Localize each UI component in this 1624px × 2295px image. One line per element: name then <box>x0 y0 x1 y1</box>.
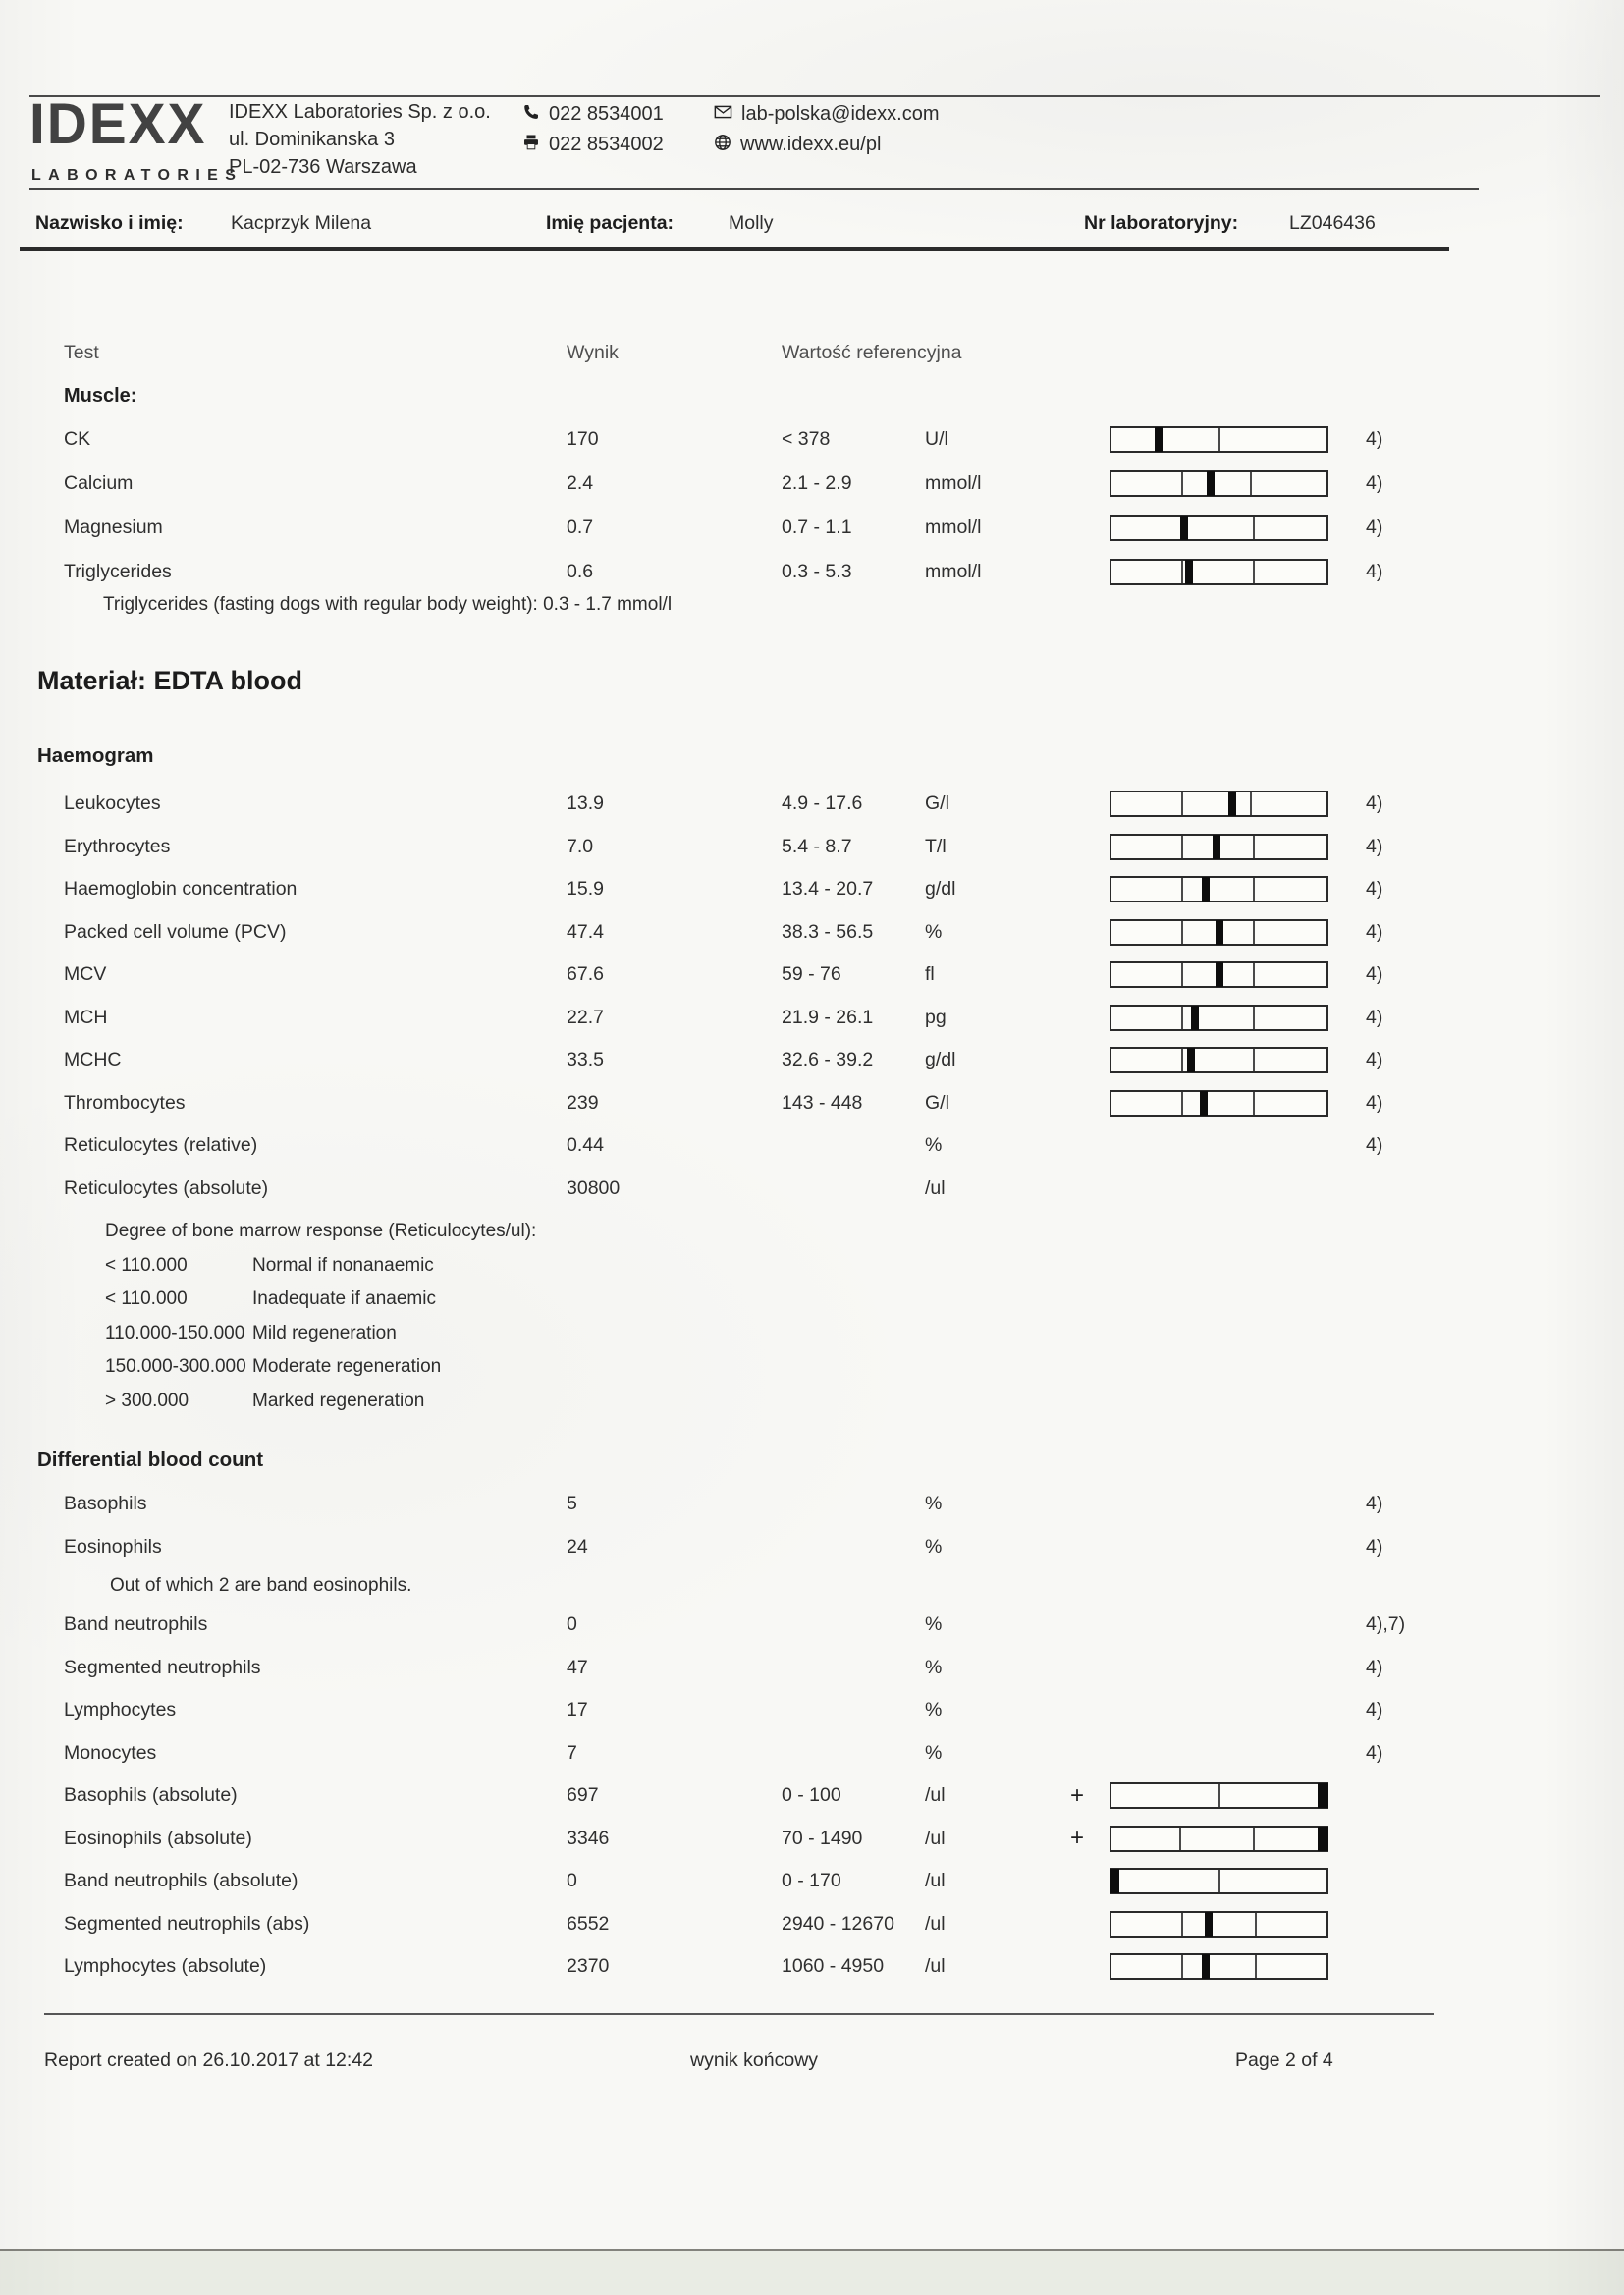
test-unit: % <box>925 1699 943 1721</box>
footnote-ref: 4) <box>1366 1493 1383 1515</box>
test-unit: % <box>925 1656 943 1678</box>
envelope-icon <box>714 103 741 127</box>
fax-number: 022 8534002 <box>549 134 664 155</box>
test-result: 170 <box>567 428 599 450</box>
footnote-ref: 4),7) <box>1366 1613 1406 1636</box>
table-row <box>0 1689 1624 1732</box>
test-range: 143 - 448 <box>782 1091 863 1114</box>
test-name: Segmented neutrophils <box>64 1656 261 1678</box>
table-row <box>0 954 1624 997</box>
footer-rule <box>44 2013 1434 2015</box>
range-bar <box>1110 426 1328 453</box>
company-city: PL-02-736 Warszawa <box>229 156 417 178</box>
table-row <box>0 1647 1624 1690</box>
range-bar-cell <box>1110 515 1328 541</box>
table-row <box>0 826 1624 869</box>
patient-bar-rule <box>20 247 1449 251</box>
table-row <box>0 1860 1624 1903</box>
test-range: 4.9 - 17.6 <box>782 792 863 815</box>
test-result: 6552 <box>567 1912 610 1935</box>
test-unit: G/l <box>925 1091 949 1114</box>
range-bar-cell <box>1110 791 1328 817</box>
header-top-rule <box>29 95 1600 97</box>
bone-marrow-lines <box>105 1249 536 1419</box>
range-bar-cell <box>1110 919 1328 946</box>
range-bar-cell <box>1110 834 1328 860</box>
bone-marrow-block <box>105 1215 536 1418</box>
range-bar <box>1110 470 1328 497</box>
test-result: 30800 <box>567 1176 621 1199</box>
test-name: Haemoglobin concentration <box>64 878 298 901</box>
test-unit: g/dl <box>925 1049 956 1071</box>
table-row <box>0 997 1624 1040</box>
test-name: Basophils <box>64 1493 147 1515</box>
test-result: 22.7 <box>567 1006 604 1028</box>
table-row <box>0 1124 1624 1168</box>
bone-marrow-label: Mild regeneration <box>252 1322 397 1343</box>
range-bar <box>1110 1005 1328 1031</box>
test-result: 0.6 <box>567 561 594 582</box>
range-bar-cell <box>1110 470 1328 497</box>
company-name: IDEXX Laboratories Sp. z o.o. <box>229 101 491 123</box>
test-unit: mmol/l <box>925 561 982 582</box>
test-unit: mmol/l <box>925 517 982 538</box>
test-unit: fl <box>925 963 935 986</box>
test-result: 47 <box>567 1656 588 1678</box>
bone-marrow-line <box>105 1317 536 1351</box>
test-range: 1060 - 4950 <box>782 1955 885 1978</box>
range-bar <box>1110 1782 1328 1809</box>
range-bar <box>1110 961 1328 988</box>
test-unit: g/dl <box>925 878 956 901</box>
test-range: 70 - 1490 <box>782 1827 863 1849</box>
range-bar-cell <box>1110 426 1328 453</box>
table-row <box>0 1082 1624 1125</box>
table-row <box>0 1732 1624 1776</box>
table-header-row <box>0 332 1624 375</box>
muscle-rows <box>0 417 1624 594</box>
report-created-text: Report created on 26.10.2017 at 12:42 <box>44 2049 374 2071</box>
table-row <box>0 1775 1624 1818</box>
test-name: MCHC <box>64 1049 122 1071</box>
bone-marrow-label: Inadequate if anaemic <box>252 1288 436 1309</box>
range-bar <box>1110 559 1328 585</box>
test-result: 2370 <box>567 1955 610 1978</box>
bone-marrow-range: < 110.000 <box>105 1288 188 1309</box>
table-row <box>0 868 1624 911</box>
test-unit: /ul <box>925 1870 946 1892</box>
footnote-ref: 4) <box>1366 1741 1383 1764</box>
test-unit: U/l <box>925 428 948 450</box>
lab-number-value: LZ046436 <box>1289 212 1376 234</box>
test-name: Band neutrophils (absolute) <box>64 1870 298 1892</box>
footnote-ref: 4) <box>1366 963 1383 986</box>
test-result: 697 <box>567 1784 599 1807</box>
range-bar <box>1110 1047 1328 1073</box>
company-street: ul. Dominikanska 3 <box>229 129 395 150</box>
differential-rows <box>0 1483 1624 1989</box>
range-bar <box>1110 1911 1328 1938</box>
range-bar-cell <box>1110 876 1328 902</box>
footnote-ref: 4) <box>1366 1006 1383 1028</box>
header-bottom-rule <box>29 188 1479 190</box>
test-range: 59 - 76 <box>782 963 841 986</box>
row-subnote: Out of which 2 are band eosinophils. <box>110 1575 412 1596</box>
table-row <box>0 1818 1624 1861</box>
idexx-logo-subtitle: LABORATORIES <box>31 167 244 184</box>
test-name: Packed cell volume (PCV) <box>64 920 287 943</box>
range-bar-cell <box>1110 559 1328 585</box>
range-bar-cell <box>1110 1911 1328 1938</box>
test-name: Eosinophils (absolute) <box>64 1827 252 1849</box>
table-row <box>0 911 1624 955</box>
test-unit: /ul <box>925 1827 946 1849</box>
footnote-ref: 4) <box>1366 1535 1383 1557</box>
email-address: lab-polska@idexx.com <box>741 103 940 125</box>
footnote-ref: 4) <box>1366 1699 1383 1721</box>
test-name: Thrombocytes <box>64 1091 186 1114</box>
test-unit: /ul <box>925 1784 946 1807</box>
test-name: MCH <box>64 1006 108 1028</box>
globe-icon <box>714 134 740 157</box>
test-result: 67.6 <box>567 963 604 986</box>
test-result: 33.5 <box>567 1049 604 1071</box>
test-name: Triglycerides <box>64 561 172 582</box>
test-name: Band neutrophils <box>64 1613 208 1636</box>
section-title-differential: Differential blood count <box>37 1448 264 1471</box>
triglycerides-footnote: Triglycerides (fasting dogs with regular body weight): 0.3 - 1.7 mmol/l <box>103 594 673 615</box>
column-header-result: Wynik <box>567 342 619 364</box>
test-name: Reticulocytes (absolute) <box>64 1176 269 1199</box>
bone-marrow-intro: Degree of bone marrow response (Reticulocytes/ul): <box>105 1221 537 1241</box>
range-bar-cell <box>1110 1090 1328 1117</box>
table-row <box>0 1526 1624 1569</box>
test-name: Calcium <box>64 472 134 494</box>
test-result: 2.4 <box>567 472 594 494</box>
material-heading: Materiał: EDTA blood <box>37 666 302 695</box>
footnote-ref: 4) <box>1366 428 1383 450</box>
test-range: < 378 <box>782 428 831 450</box>
pet-name-value: Molly <box>729 212 774 234</box>
bone-marrow-label: Normal if nonanaemic <box>252 1254 434 1276</box>
range-bar-cell <box>1110 1953 1328 1980</box>
table-row <box>0 1039 1624 1082</box>
test-range: 0.7 - 1.1 <box>782 517 852 538</box>
test-name: CK <box>64 428 91 450</box>
table-row <box>0 550 1624 594</box>
haemogram-rows <box>0 783 1624 1210</box>
test-unit: /ul <box>925 1955 946 1978</box>
range-bar <box>1110 919 1328 946</box>
column-header-test: Test <box>64 342 99 364</box>
page-number: Page 2 of 4 <box>1235 2049 1333 2071</box>
bone-marrow-line <box>105 1350 536 1385</box>
lab-address-block <box>229 98 491 181</box>
test-result: 15.9 <box>567 878 604 901</box>
table-row <box>0 1483 1624 1526</box>
table-row <box>0 1903 1624 1946</box>
range-bar-cell <box>1110 1826 1328 1852</box>
footnote-ref: 4) <box>1366 920 1383 943</box>
test-unit: % <box>925 1535 943 1557</box>
bone-marrow-label: Marked regeneration <box>252 1390 425 1411</box>
test-result: 0.7 <box>567 517 594 538</box>
test-result: 7.0 <box>567 835 594 857</box>
range-bar <box>1110 1953 1328 1980</box>
web-contact-block <box>714 99 940 160</box>
test-unit: % <box>925 1741 943 1764</box>
test-result: 0.44 <box>567 1134 604 1157</box>
footnote-ref: 4) <box>1366 1091 1383 1114</box>
table-row <box>0 417 1624 462</box>
test-range: 5.4 - 8.7 <box>782 835 852 857</box>
footnote-ref: 4) <box>1366 472 1383 494</box>
footnote-ref: 4) <box>1366 1049 1383 1071</box>
test-unit: G/l <box>925 792 949 815</box>
test-result: 3346 <box>567 1827 610 1849</box>
test-result: 239 <box>567 1091 599 1114</box>
test-unit: pg <box>925 1006 947 1028</box>
test-name: Segmented neutrophils (abs) <box>64 1912 310 1935</box>
test-range: 38.3 - 56.5 <box>782 920 874 943</box>
printer-icon <box>522 134 549 157</box>
test-name: Reticulocytes (relative) <box>64 1134 258 1157</box>
test-result: 5 <box>567 1493 577 1515</box>
phone-icon <box>522 103 549 127</box>
footnote-ref: 4) <box>1366 561 1383 582</box>
range-bar <box>1110 1868 1328 1894</box>
footnote-ref: 4) <box>1366 1656 1383 1678</box>
test-result: 47.4 <box>567 920 604 943</box>
result-status-text: wynik końcowy <box>690 2049 819 2071</box>
patient-name-label: Nazwisko i imię: <box>35 212 184 234</box>
test-range: 0 - 170 <box>782 1870 841 1892</box>
test-name: MCV <box>64 963 107 986</box>
test-unit: T/l <box>925 835 947 857</box>
range-bar <box>1110 1826 1328 1852</box>
test-result: 0 <box>567 1613 577 1636</box>
high-flag: + <box>1070 1825 1085 1852</box>
range-bar <box>1110 515 1328 541</box>
test-name: Erythrocytes <box>64 835 171 857</box>
test-unit: % <box>925 920 943 943</box>
bone-marrow-range: > 300.000 <box>105 1390 189 1411</box>
patient-name-value: Kacprzyk Milena <box>231 212 372 234</box>
bone-marrow-line <box>105 1249 536 1284</box>
test-unit: /ul <box>925 1912 946 1935</box>
test-name: Magnesium <box>64 517 163 538</box>
footnote-ref: 4) <box>1366 792 1383 815</box>
test-range: 0 - 100 <box>782 1784 841 1807</box>
pet-name-label: Imię pacjenta: <box>546 212 675 234</box>
test-range: 32.6 - 39.2 <box>782 1049 874 1071</box>
test-name: Eosinophils <box>64 1535 162 1557</box>
bone-marrow-line <box>105 1385 536 1419</box>
footnote-ref: 4) <box>1366 878 1383 901</box>
bone-marrow-label: Moderate regeneration <box>252 1356 442 1377</box>
range-bar <box>1110 834 1328 860</box>
test-result: 24 <box>567 1535 588 1557</box>
test-result: 7 <box>567 1741 577 1764</box>
test-range: 0.3 - 5.3 <box>782 561 852 582</box>
footnote-ref: 4) <box>1366 517 1383 538</box>
table-row <box>0 1168 1624 1211</box>
test-unit: % <box>925 1493 943 1515</box>
test-unit: mmol/l <box>925 472 982 494</box>
phone-block <box>522 99 664 160</box>
range-bar <box>1110 1090 1328 1117</box>
test-range: 13.4 - 20.7 <box>782 878 874 901</box>
table-row <box>0 1945 1624 1989</box>
test-result: 17 <box>567 1699 588 1721</box>
bone-marrow-range: 110.000-150.000 <box>105 1322 245 1343</box>
test-range: 2.1 - 2.9 <box>782 472 852 494</box>
bone-marrow-line <box>105 1283 536 1317</box>
range-bar-cell <box>1110 1047 1328 1073</box>
test-range: 21.9 - 26.1 <box>782 1006 874 1028</box>
table-row <box>0 462 1624 506</box>
test-result: 0 <box>567 1870 577 1892</box>
range-bar-cell <box>1110 961 1328 988</box>
table-row <box>0 506 1624 550</box>
table-row <box>0 783 1624 826</box>
column-header-reference: Wartość referencyjna <box>782 342 962 364</box>
test-name: Leukocytes <box>64 792 161 815</box>
test-unit: /ul <box>925 1176 946 1199</box>
footnote-ref: 4) <box>1366 1134 1383 1157</box>
test-unit: % <box>925 1134 943 1157</box>
phone-number: 022 8534001 <box>549 103 664 125</box>
high-flag: + <box>1070 1781 1085 1809</box>
section-title-muscle: Muscle: <box>64 385 137 407</box>
range-bar-cell <box>1110 1782 1328 1809</box>
test-name: Monocytes <box>64 1741 157 1764</box>
range-bar <box>1110 876 1328 902</box>
section-title-haemogram: Haemogram <box>37 744 154 767</box>
scan-page-edge <box>0 2249 1624 2295</box>
test-name: Lymphocytes (absolute) <box>64 1955 267 1978</box>
range-bar-cell <box>1110 1868 1328 1894</box>
test-unit: % <box>925 1613 943 1636</box>
table-row <box>0 1604 1624 1647</box>
range-bar-cell <box>1110 1005 1328 1031</box>
footnote-ref: 4) <box>1366 835 1383 857</box>
bone-marrow-range: < 110.000 <box>105 1254 188 1276</box>
bone-marrow-range: 150.000-300.000 <box>105 1356 246 1377</box>
range-bar <box>1110 791 1328 817</box>
test-name: Basophils (absolute) <box>64 1784 238 1807</box>
test-result: 13.9 <box>567 792 604 815</box>
test-name: Lymphocytes <box>64 1699 177 1721</box>
idexx-logo: IDEXX <box>29 92 207 156</box>
test-range: 2940 - 12670 <box>782 1912 894 1935</box>
lab-number-label: Nr laboratoryjny: <box>1084 212 1239 234</box>
website-url: www.idexx.eu/pl <box>740 134 882 155</box>
